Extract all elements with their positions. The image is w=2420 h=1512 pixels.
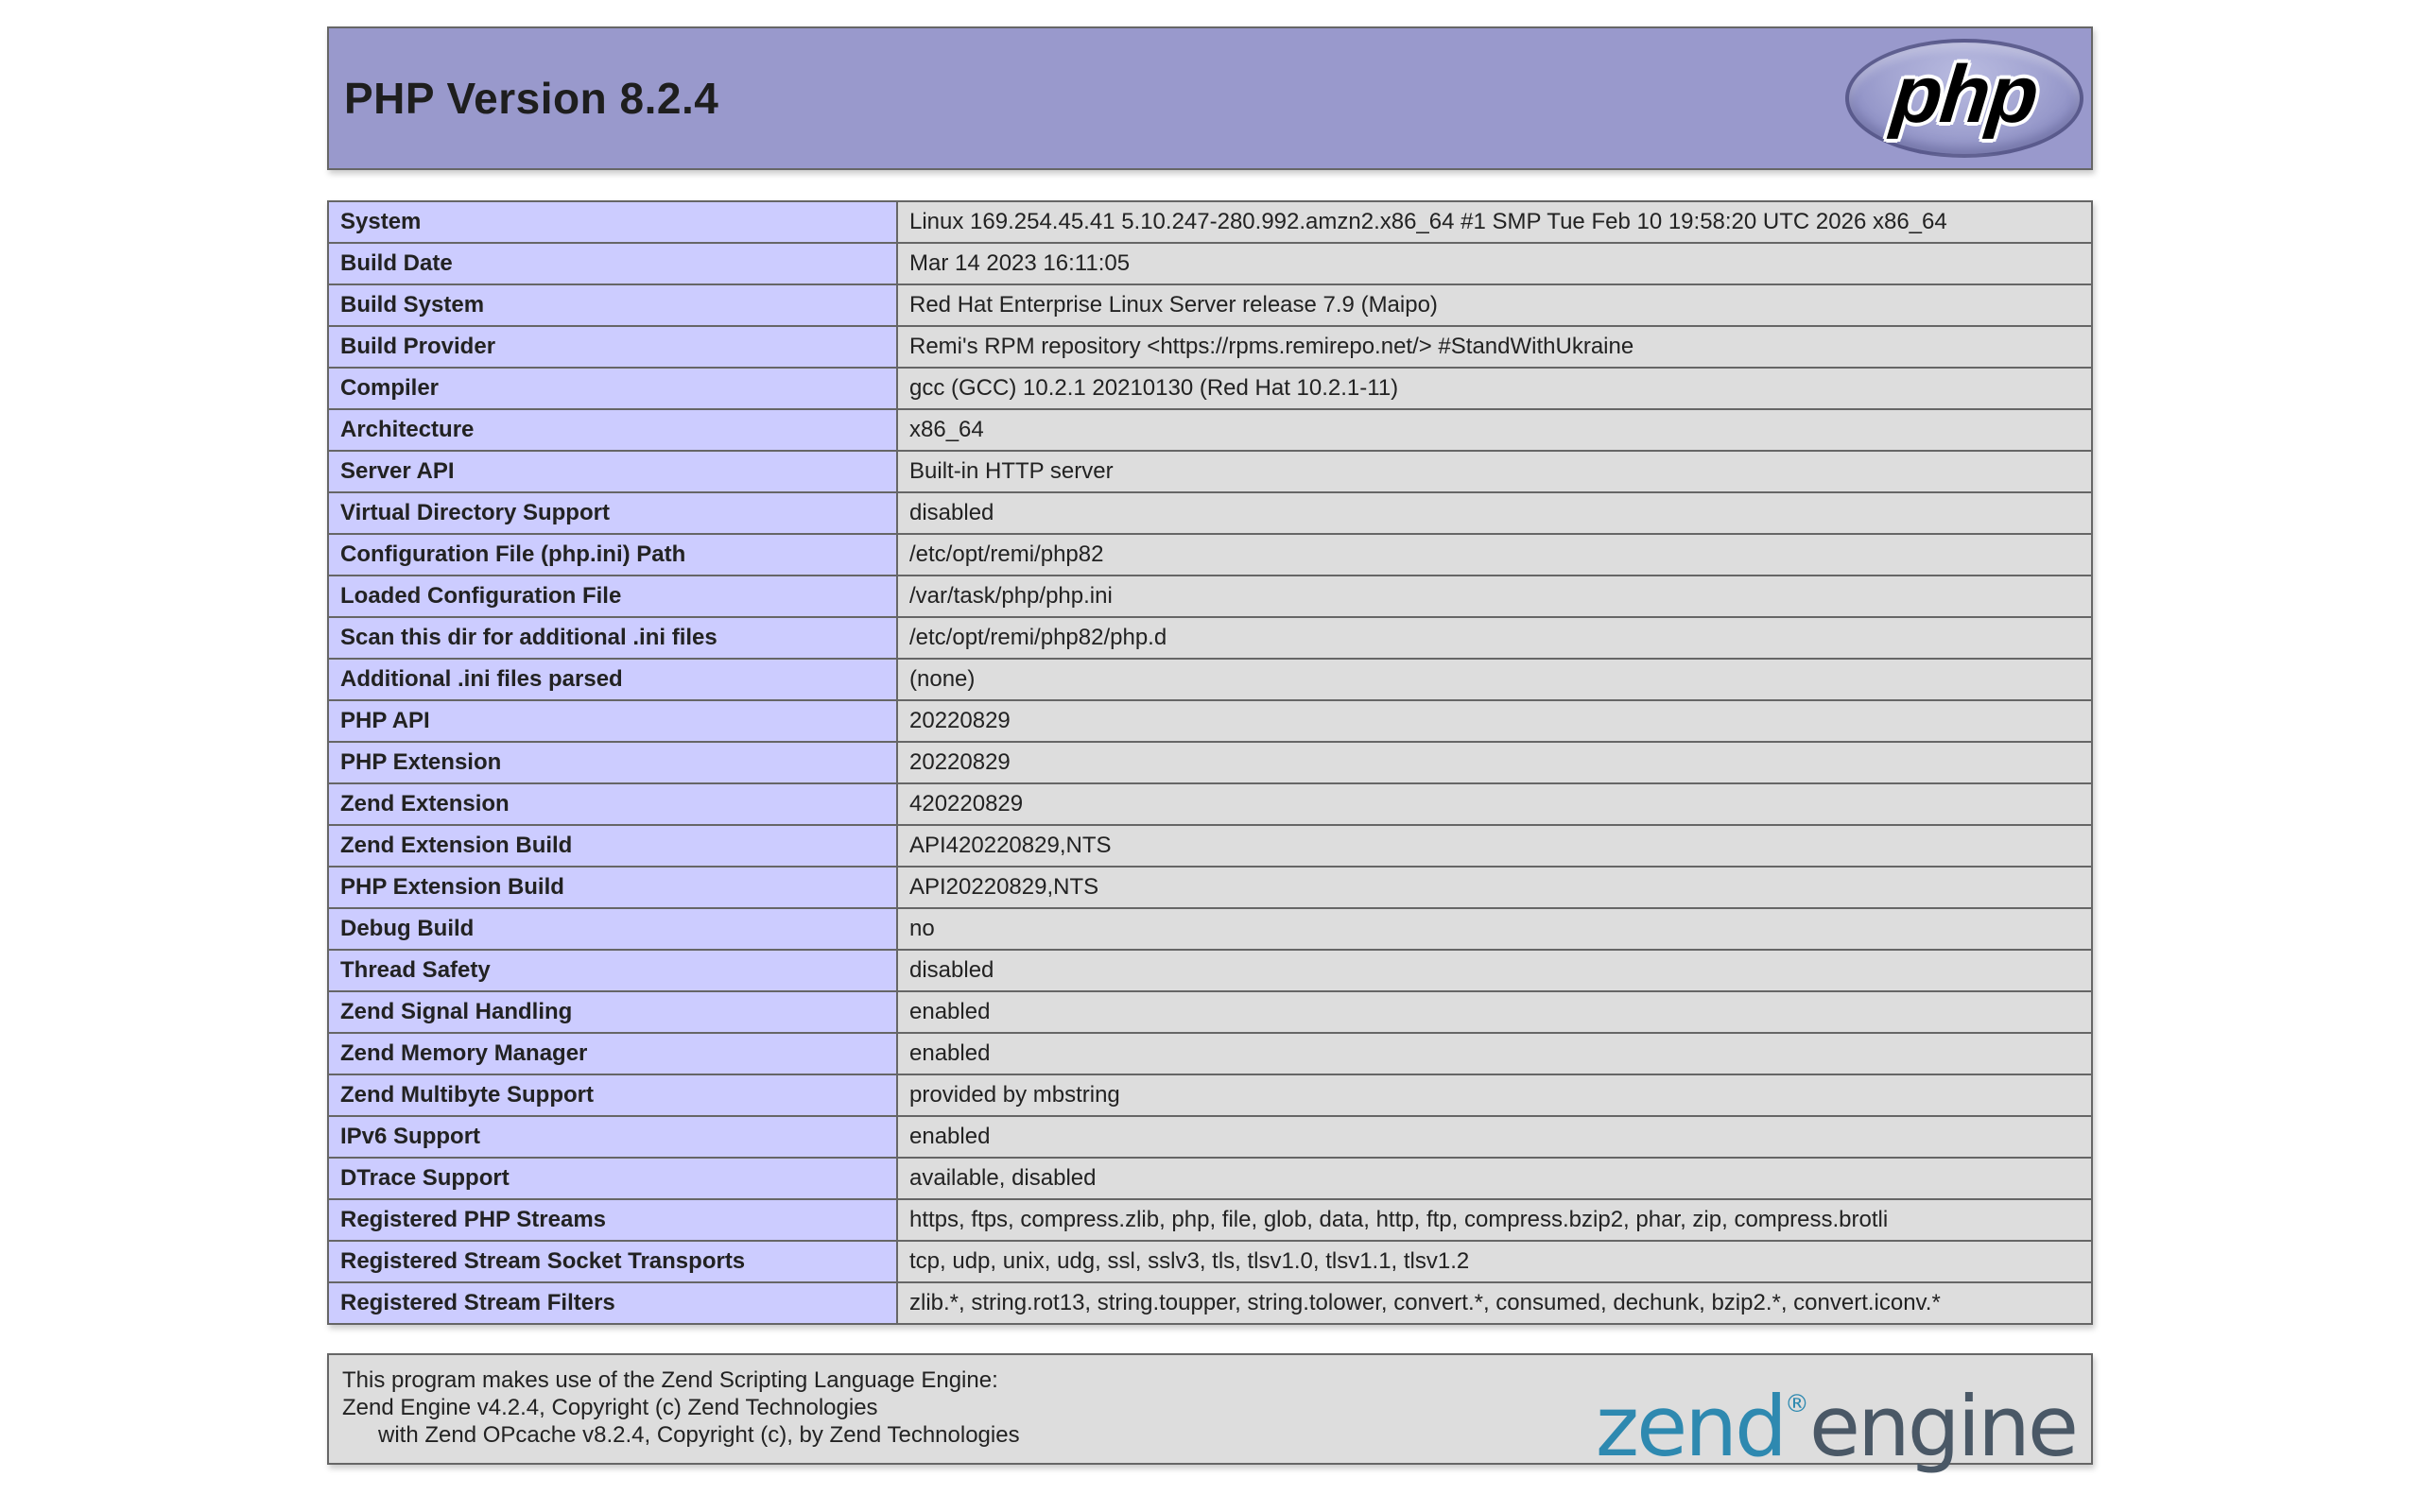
row-label: Build Date — [328, 243, 897, 284]
phpinfo-page — [327, 0, 2093, 1475]
row-value: /var/task/php/php.ini — [897, 576, 2092, 617]
php-info-table — [327, 200, 2093, 1325]
table-row — [328, 201, 2092, 243]
row-value: zlib.*, string.rot13, string.toupper, string.tolower, convert.*, consumed, dechunk, bzip2.*, convert.iconv.* — [897, 1282, 2092, 1324]
row-label: Architecture — [328, 409, 897, 451]
row-label: Build System — [328, 284, 897, 326]
table-row — [328, 1158, 2092, 1199]
row-label: Zend Extension Build — [328, 825, 897, 867]
table-row — [328, 243, 2092, 284]
row-value: Remi's RPM repository <https://rpms.remirepo.net/> #StandWithUkraine — [897, 326, 2092, 368]
table-row — [328, 576, 2092, 617]
row-value: 20220829 — [897, 742, 2092, 783]
table-row — [328, 783, 2092, 825]
row-value: provided by mbstring — [897, 1074, 2092, 1116]
table-row — [328, 617, 2092, 659]
row-label: Registered Stream Filters — [328, 1282, 897, 1324]
row-value: enabled — [897, 1033, 2092, 1074]
info-table-body — [328, 201, 2092, 1324]
table-row — [328, 284, 2092, 326]
row-value: /etc/opt/remi/php82 — [897, 534, 2092, 576]
row-label: Server API — [328, 451, 897, 492]
row-value: Red Hat Enterprise Linux Server release 7.9 (Maipo) — [897, 284, 2092, 326]
row-value: Built-in HTTP server — [897, 451, 2092, 492]
row-value: (none) — [897, 659, 2092, 700]
row-label: PHP Extension — [328, 742, 897, 783]
row-value: API420220829,NTS — [897, 825, 2092, 867]
row-label: IPv6 Support — [328, 1116, 897, 1158]
row-label: Registered PHP Streams — [328, 1199, 897, 1241]
table-row — [328, 451, 2092, 492]
row-value: disabled — [897, 950, 2092, 991]
table-row — [328, 1033, 2092, 1074]
table-row — [328, 326, 2092, 368]
row-value: x86_64 — [897, 409, 2092, 451]
php-logo-icon — [1845, 39, 2083, 158]
row-label: Virtual Directory Support — [328, 492, 897, 534]
row-label: PHP API — [328, 700, 897, 742]
table-row — [328, 409, 2092, 451]
row-label: Compiler — [328, 368, 897, 409]
table-row — [328, 825, 2092, 867]
row-label: Debug Build — [328, 908, 897, 950]
row-value: /etc/opt/remi/php82/php.d — [897, 617, 2092, 659]
table-row — [328, 1282, 2092, 1324]
row-value: no — [897, 908, 2092, 950]
table-row — [328, 492, 2092, 534]
row-label: Thread Safety — [328, 950, 897, 991]
row-label: Zend Multibyte Support — [328, 1074, 897, 1116]
row-value: Mar 14 2023 16:11:05 — [897, 243, 2092, 284]
table-row — [328, 742, 2092, 783]
table-row — [328, 1074, 2092, 1116]
zend-engine-logo — [1595, 1359, 2076, 1475]
row-label: Build Provider — [328, 326, 897, 368]
row-value: gcc (GCC) 10.2.1 20210130 (Red Hat 10.2.1-11) — [897, 368, 2092, 409]
row-label: Scan this dir for additional .ini files — [328, 617, 897, 659]
table-row — [328, 867, 2092, 908]
row-label: Zend Signal Handling — [328, 991, 897, 1033]
row-label: DTrace Support — [328, 1158, 897, 1199]
row-label: Configuration File (php.ini) Path — [328, 534, 897, 576]
table-row — [328, 908, 2092, 950]
row-value: https, ftps, compress.zlib, php, file, glob, data, http, ftp, compress.bzip2, phar, zip, compress.brotli — [897, 1199, 2092, 1241]
php-logo-text: php — [1888, 48, 2042, 140]
row-label: Loaded Configuration File — [328, 576, 897, 617]
footer-line-1: This program makes use of the Zend Scripting Language Engine: — [342, 1367, 998, 1393]
row-value: enabled — [897, 991, 2092, 1033]
table-row — [328, 659, 2092, 700]
table-row — [328, 368, 2092, 409]
row-value: API20220829,NTS — [897, 867, 2092, 908]
row-value: tcp, udp, unix, udg, ssl, sslv3, tls, tlsv1.0, tlsv1.1, tlsv1.2 — [897, 1241, 2092, 1282]
row-label: Registered Stream Socket Transports — [328, 1241, 897, 1282]
row-label: Zend Extension — [328, 783, 897, 825]
row-value: 20220829 — [897, 700, 2092, 742]
table-row — [328, 534, 2092, 576]
row-label: Additional .ini files parsed — [328, 659, 897, 700]
zend-logo-zend-text: zend — [1595, 1378, 1785, 1475]
row-label: System — [328, 201, 897, 243]
registered-trademark-icon: ® — [1784, 1390, 1809, 1418]
table-row — [328, 950, 2092, 991]
row-value: 420220829 — [897, 783, 2092, 825]
table-row — [328, 1116, 2092, 1158]
row-value: Linux 169.254.45.41 5.10.247-280.992.amzn2.x86_64 #1 SMP Tue Feb 10 19:58:20 UTC 2026 x86_64 — [897, 201, 2092, 243]
row-label: Zend Memory Manager — [328, 1033, 897, 1074]
zend-engine-footer — [327, 1353, 2093, 1475]
footer-line-3: with Zend OPcache v8.2.4, Copyright (c), by Zend Technologies — [378, 1422, 1020, 1448]
row-value: available, disabled — [897, 1158, 2092, 1199]
table-row — [328, 1241, 2092, 1282]
row-value: enabled — [897, 1116, 2092, 1158]
table-row — [328, 1199, 2092, 1241]
zend-logo-engine-text: engine — [1808, 1378, 2076, 1475]
table-row — [328, 991, 2092, 1033]
row-label: PHP Extension Build — [328, 867, 897, 908]
php-version-header — [327, 26, 2093, 170]
row-value: disabled — [897, 492, 2092, 534]
page-title: PHP Version 8.2.4 — [344, 74, 719, 123]
footer-line-2: Zend Engine v4.2.4, Copyright (c) Zend Technologies — [342, 1395, 878, 1420]
table-row — [328, 700, 2092, 742]
